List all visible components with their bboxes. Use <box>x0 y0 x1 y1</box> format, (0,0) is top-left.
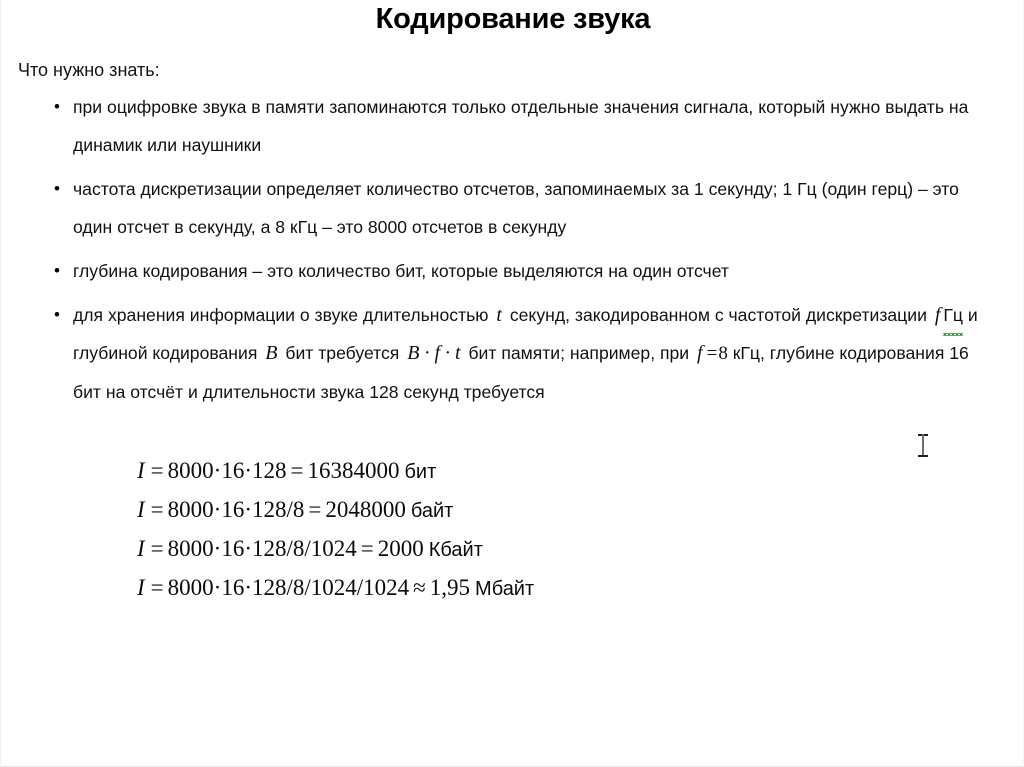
phrase-memory-example: бит памяти; например, при <box>468 343 690 363</box>
math-var-B: B <box>265 342 278 364</box>
formula-mbytes <box>137 569 534 608</box>
bullet-storage-formula-text <box>73 296 978 411</box>
formula-unit: байт <box>410 500 454 522</box>
formula-equals-1: = <box>150 497 164 522</box>
cursor-cap-top <box>918 434 928 436</box>
list-item <box>1 88 1024 164</box>
bullet-bit-depth-text: глубина кодирования – это количество бит, которые выделяются на один отсчет <box>73 261 729 281</box>
math-var-f: f <box>934 304 941 326</box>
formula-unit: бит <box>404 461 437 483</box>
unit-hz-misspelled: Гц <box>943 296 963 334</box>
formula-lhs: I <box>137 536 145 561</box>
formula-approx-equals: ≈ <box>413 575 426 600</box>
list-item <box>1 296 1024 411</box>
list-item <box>1 252 1024 290</box>
math-expression-bft: B · f · t <box>407 342 461 364</box>
page-title: Кодирование звука <box>375 3 651 35</box>
bullet-dot-icon: • <box>54 179 60 198</box>
math-equals-sign: = <box>706 343 718 364</box>
phrase-depth-duration: глубине кодирования 16 бит на отсчёт и длительности звука 128 секунд требуется <box>73 343 969 402</box>
phrase-bits-required: бит требуется <box>285 343 400 363</box>
formula-expression: 8000·16·128/8/1024/1024 <box>167 575 410 600</box>
formula-lhs: I <box>137 575 145 600</box>
cursor-cap-bottom <box>918 455 928 457</box>
formula-bits <box>137 452 534 491</box>
formula-equals-2: = <box>290 458 304 483</box>
phrase-encoded-with: секунд, закодированном с частотой дискретизации <box>509 305 927 325</box>
formula-equals-1: = <box>150 458 164 483</box>
intro-label: Что нужно знать: <box>18 60 160 80</box>
math-var-t: t <box>496 304 502 326</box>
phrase-storage-intro: для хранения информации о звуке длительностью <box>73 305 489 325</box>
formula-equals-1: = <box>150 536 164 561</box>
bullet-dot-icon: • <box>54 97 60 116</box>
formula-lhs: I <box>137 458 145 483</box>
list-item <box>1 170 1024 246</box>
cursor-stem <box>922 434 924 457</box>
bullet-list <box>1 88 1024 417</box>
formula-unit: Мбайт <box>475 578 535 600</box>
formula-result: 2000 <box>377 536 424 561</box>
math-value-8: 8 <box>718 343 728 364</box>
bullet-dot-icon: • <box>54 305 60 324</box>
text-cursor-icon <box>918 434 928 457</box>
bullet-dot-icon: • <box>54 261 60 280</box>
formula-equals-1: = <box>150 575 164 600</box>
bullet-sampling-rate-text: частота дискретизации определяет количество отсчетов, запоминаемых за 1 секунду; 1 Гц (один герц) – это один отсчет в секунду, а 8 кГц – это 8000 отсчетов в секунду <box>73 179 959 237</box>
phrase-and-depth: и глубиной кодирования <box>73 305 978 363</box>
formula-equals-2: = <box>308 497 322 522</box>
formula-result: 16384000 <box>307 458 400 483</box>
bullet-digitizing-text: при оцифровке звука в памяти запоминаются только отдельные значения сигнала, который нужно выдать на динамик или наушники <box>73 97 969 155</box>
formula-bytes <box>137 491 534 530</box>
formula-expression: 8000·16·128 <box>167 458 287 483</box>
formula-unit: Кбайт <box>428 539 483 561</box>
formula-kbytes <box>137 530 534 569</box>
formula-result: 1,95 <box>429 575 471 600</box>
formula-expression: 8000·16·128/8/1024 <box>167 536 357 561</box>
formula-equals-2: = <box>360 536 374 561</box>
formula-block <box>137 452 534 608</box>
formula-result: 2048000 <box>325 497 406 522</box>
unit-khz: кГц, <box>732 343 765 363</box>
formula-lhs: I <box>137 497 145 522</box>
formula-expression: 8000·16·128/8 <box>167 497 305 522</box>
math-var-f-2: f <box>697 342 703 364</box>
